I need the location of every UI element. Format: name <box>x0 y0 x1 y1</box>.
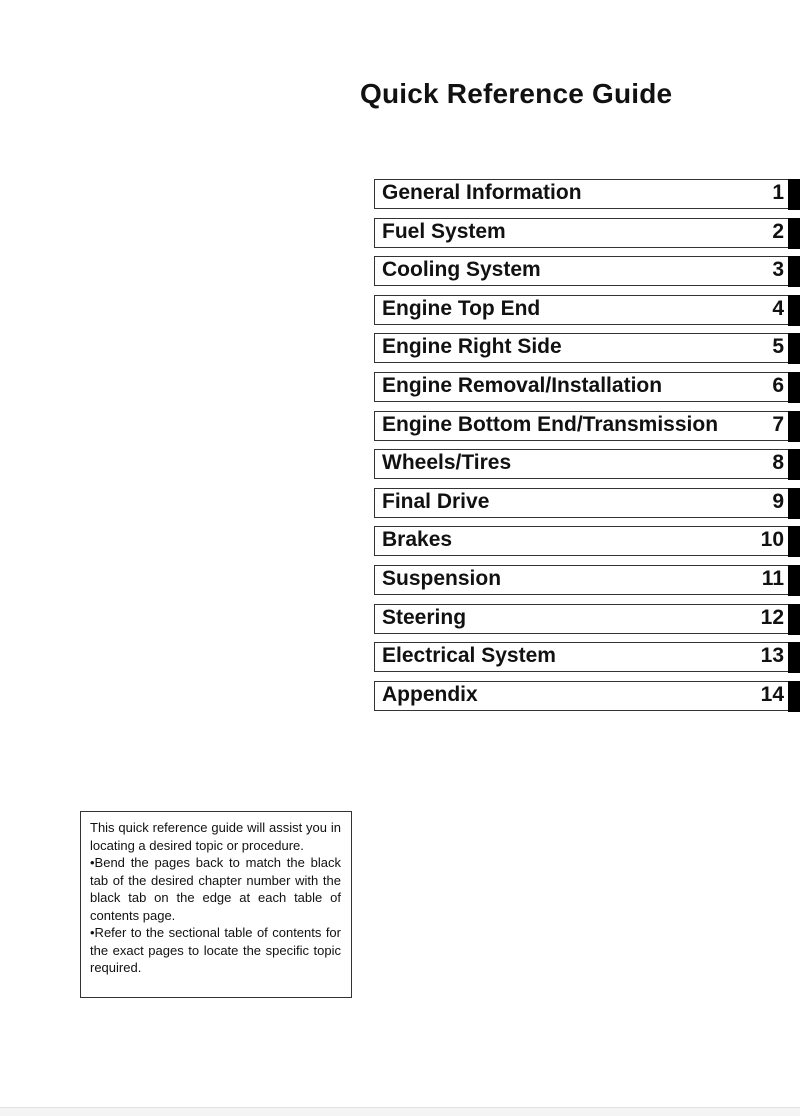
chapter-name: Steering <box>382 605 467 629</box>
chapter-number: 2 <box>772 219 784 243</box>
chapter-tab <box>788 449 800 480</box>
chapter-tab <box>788 411 800 442</box>
chapter-name: Cooling System <box>382 258 541 282</box>
chapter-tab <box>788 333 800 364</box>
chapter-number: 12 <box>760 605 784 629</box>
chapter-tab <box>788 179 800 210</box>
chapter-name: Final Drive <box>382 489 490 513</box>
chapter-tab <box>788 218 800 249</box>
chapter-name: Wheels/Tires <box>382 451 512 475</box>
chapter-tab <box>788 526 800 557</box>
chapter-name: General Information <box>382 181 582 204</box>
chapter-row-wheels-tires[interactable] <box>374 449 800 479</box>
chapter-number: 10 <box>760 528 784 552</box>
chapter-name: Engine Bottom End/Transmission <box>382 412 719 436</box>
chapter-row-engine-bottom-end-transmission[interactable] <box>374 411 800 441</box>
chapter-name: Engine Top End <box>382 296 541 320</box>
chapter-tab <box>788 372 800 403</box>
chapter-number: 6 <box>772 373 784 397</box>
chapter-name: Brakes <box>382 528 453 552</box>
usage-note-bullet: •Refer to the sectional table of contents for the exact pages to locate the specific topic required. <box>90 925 341 975</box>
chapter-number: 4 <box>772 296 784 320</box>
chapter-row-appendix[interactable] <box>374 681 800 711</box>
chapter-tab <box>788 488 800 519</box>
page-bottom-edge <box>0 1107 800 1116</box>
chapter-number: 1 <box>772 181 784 204</box>
chapter-tab <box>788 256 800 287</box>
chapter-number: 9 <box>772 489 784 513</box>
chapter-number: 11 <box>761 566 784 590</box>
chapter-number: 3 <box>772 258 784 282</box>
chapter-name: Appendix <box>382 682 478 706</box>
chapter-number: 14 <box>760 682 784 706</box>
usage-note-intro: This quick reference guide will assist you in locating a desired topic or procedure. <box>90 820 341 853</box>
chapter-number: 13 <box>760 644 784 668</box>
chapter-tab <box>788 681 800 712</box>
usage-note-box <box>80 811 352 998</box>
chapter-row-general-information[interactable] <box>374 179 800 209</box>
page-title: Quick Reference Guide <box>360 78 673 109</box>
chapter-name: Suspension <box>382 566 502 590</box>
usage-note-bullet: •Bend the pages back to match the black tab of the desired chapter number with the black tab on the edge at each table of contents page. <box>90 855 341 923</box>
chapter-name: Engine Right Side <box>382 335 562 359</box>
chapter-tab <box>788 642 800 673</box>
chapter-list <box>374 179 800 719</box>
chapter-tab <box>788 604 800 635</box>
chapter-number: 8 <box>772 451 784 475</box>
chapter-row-engine-top-end[interactable] <box>374 295 800 325</box>
chapter-row-electrical-system[interactable] <box>374 642 800 672</box>
chapter-name: Fuel System <box>382 219 506 243</box>
chapter-name: Electrical System <box>382 644 556 668</box>
chapter-row-engine-removal-installation[interactable] <box>374 372 800 402</box>
chapter-row-cooling-system[interactable] <box>374 256 800 286</box>
chapter-name: Engine Removal/Installation <box>382 373 663 397</box>
chapter-row-brakes[interactable] <box>374 526 800 556</box>
chapter-row-suspension[interactable] <box>374 565 800 595</box>
chapter-number: 7 <box>772 412 784 436</box>
chapter-tab <box>788 295 800 326</box>
chapter-row-final-drive[interactable] <box>374 488 800 518</box>
chapter-number: 5 <box>772 335 784 359</box>
chapter-row-fuel-system[interactable] <box>374 218 800 248</box>
chapter-tab <box>788 565 800 596</box>
chapter-row-steering[interactable] <box>374 604 800 634</box>
chapter-row-engine-right-side[interactable] <box>374 333 800 363</box>
